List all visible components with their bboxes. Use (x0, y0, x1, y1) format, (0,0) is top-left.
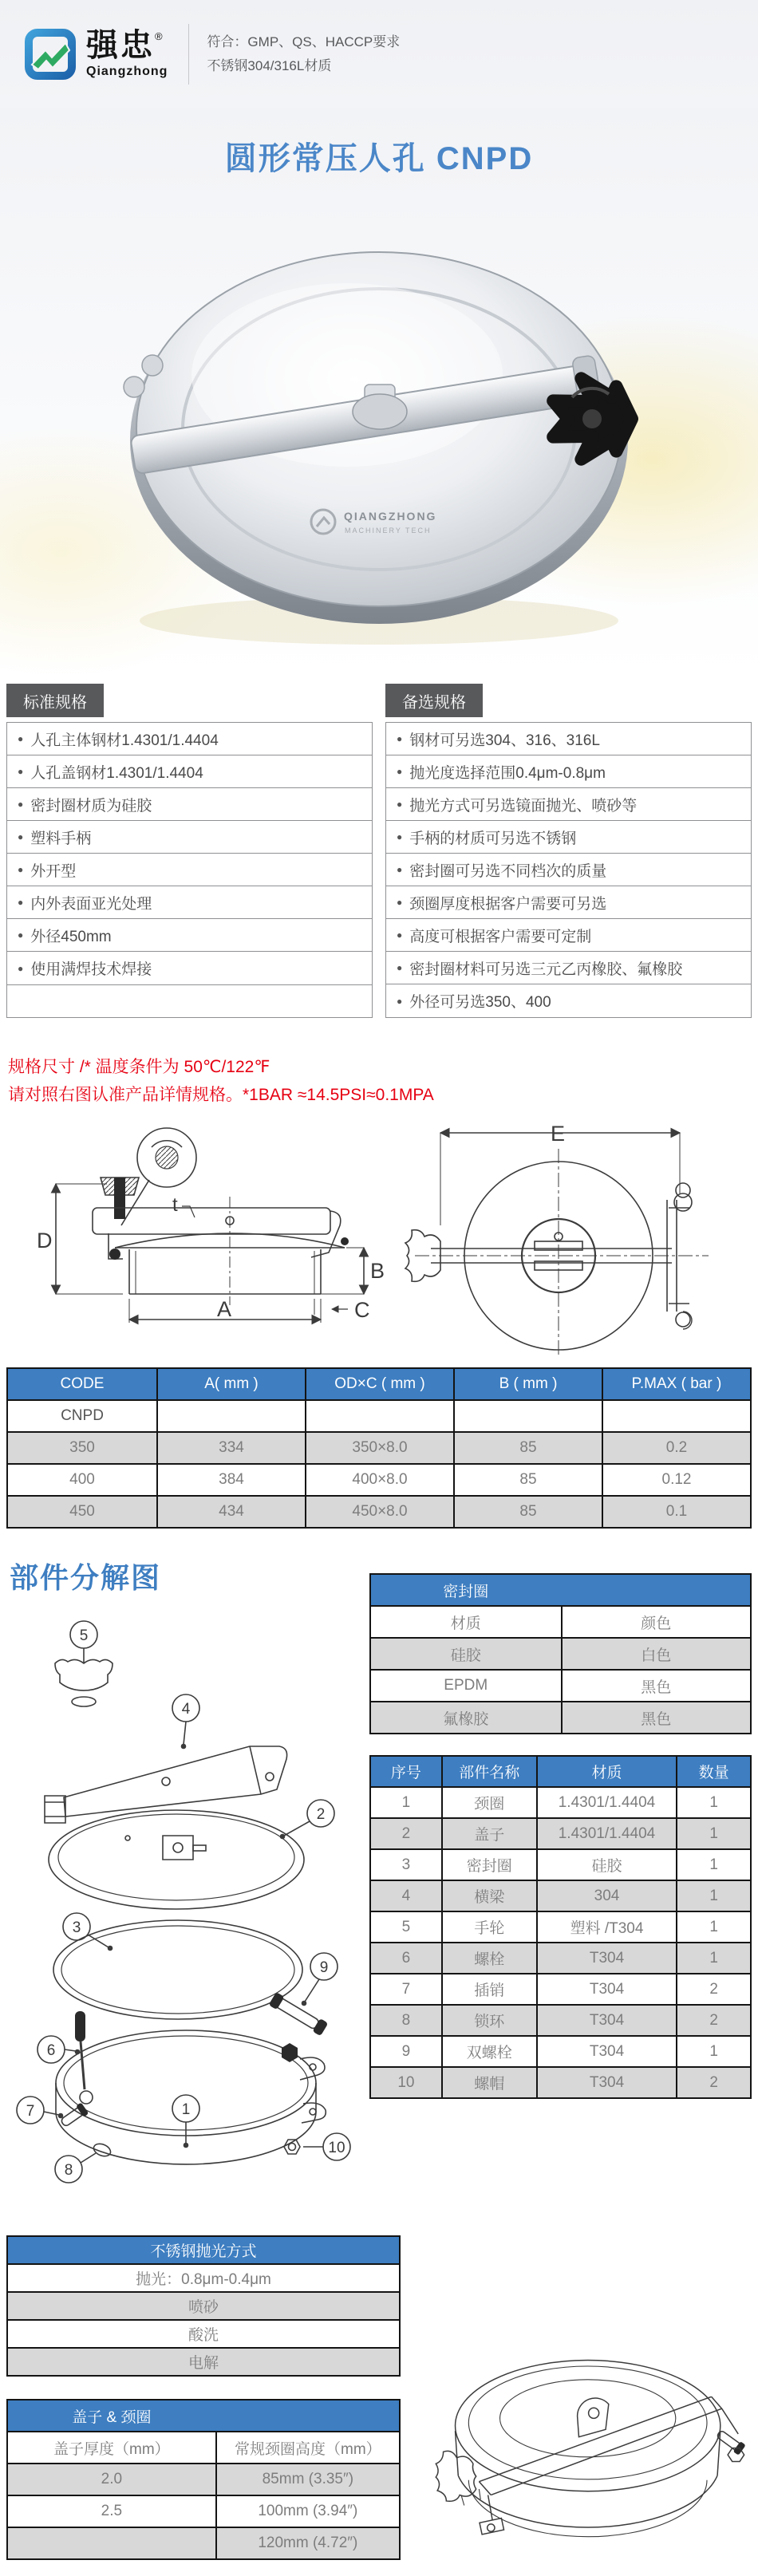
registered-mark-icon: ® (155, 30, 163, 42)
spec-item-text: 塑料手柄 (30, 830, 92, 847)
exploded-title: 部件分解图 (10, 1561, 162, 1594)
table-cell (305, 1401, 453, 1431)
brand-logo (24, 28, 168, 81)
bullet-icon: ● (397, 864, 403, 875)
table-cell (156, 1401, 305, 1431)
table-cell: 1 (676, 1943, 750, 1973)
seal-table-title: 密封圈 (443, 1583, 489, 1600)
dim-label-e: E (551, 1122, 566, 1146)
table-cell: 85mm (3.35″) (215, 2464, 399, 2495)
spec-item-text: 密封圈可另选不同档次的质量 (409, 862, 607, 880)
spec-item-text: 颈圈厚度根据客户需要可另选 (409, 895, 607, 913)
table-cell: 85 (453, 1433, 602, 1463)
table-cell: 1 (401, 1793, 411, 1811)
cover-neck-table (6, 2399, 401, 2560)
table-cell (453, 1401, 602, 1431)
table-cell: 1.4301/1.4404 (536, 1788, 677, 1817)
bullet-icon: ● (18, 733, 24, 744)
parts-table-row (371, 1880, 750, 1911)
table-cell: 1 (676, 1881, 750, 1911)
col-header-code: CODE (60, 1375, 105, 1392)
standard-specs (6, 684, 373, 1018)
spec-item (386, 952, 751, 984)
table-cell: 颈圈 (441, 1788, 536, 1817)
balloon-5: 5 (79, 1627, 89, 1644)
parts-table-row (371, 2035, 750, 2066)
balloon-7: 7 (26, 2103, 35, 2120)
spec-item (7, 854, 372, 886)
table-cell (602, 1401, 750, 1431)
product-photo (84, 183, 674, 662)
technical-drawings (0, 1109, 758, 1361)
bullet-icon: ● (18, 864, 24, 875)
polish-table-row (8, 2263, 399, 2291)
spec-item-text: 外径可另选350、400 (409, 994, 551, 1011)
table-cell: T304 (536, 2068, 677, 2097)
bullet-icon: ● (18, 766, 24, 777)
table-cell: 304 (536, 1881, 677, 1911)
bullet-icon: ● (397, 766, 403, 777)
table-cell: 400×8.0 (305, 1465, 453, 1495)
note-line2: 请对照右图认准产品详情规格。*1BAR ≈14.5PSI≈0.1MPA (8, 1086, 434, 1104)
cover-table-title-row (8, 2400, 399, 2431)
spec-item-text: 外开型 (30, 862, 77, 880)
spec-item-empty (7, 984, 372, 1017)
table-cell: 插销 (441, 1974, 536, 2004)
size-table-row (8, 1399, 750, 1431)
header-divider (188, 24, 189, 85)
isometric-drawing (417, 2329, 752, 2560)
table-cell: 白色 (561, 1639, 751, 1669)
table-cell: 横梁 (441, 1881, 536, 1911)
dim-label-c: C (354, 1298, 370, 1322)
col-header-material: 材质 (450, 1615, 481, 1632)
dim-label-t: t (172, 1194, 178, 1216)
front-view-drawing (402, 1114, 721, 1361)
bullet-icon: ● (18, 799, 24, 810)
parts-table-row (371, 1973, 750, 2004)
page-header (0, 0, 758, 108)
table-cell: T304 (536, 1943, 677, 1973)
col-header-odc: OD×C ( mm ) (305, 1369, 453, 1399)
table-cell: 2.5 (101, 2503, 123, 2519)
bullet-icon: ● (397, 733, 403, 744)
spec-item (7, 952, 372, 984)
table-cell: 手轮 (441, 1912, 536, 1942)
table-cell: 1 (676, 1788, 750, 1817)
col-header-neck-height: 常规颈圈高度（mm） (215, 2432, 399, 2463)
table-cell: 双螺栓 (441, 2037, 536, 2066)
polish-table (6, 2235, 401, 2377)
size-notes (0, 1018, 758, 1109)
watermark-line1: QIANGZHONG (344, 510, 437, 523)
table-cell: 黑色 (561, 1671, 751, 1701)
spec-item-text: 外径450mm (30, 928, 112, 945)
clamp-pin (124, 377, 144, 397)
bullet-icon: ● (397, 929, 403, 941)
bullet-icon: ● (18, 897, 24, 908)
table-cell: 384 (156, 1465, 305, 1495)
clamp-pin (142, 355, 163, 376)
standard-specs-badge: 标准规格 (6, 684, 104, 717)
table-cell: 400 (69, 1471, 95, 1488)
table-cell: 氟橡胶 (443, 1710, 489, 1728)
table-cell: 450 (69, 1503, 95, 1520)
spec-item-text: 抛光度选择范围0.4μm-0.8μm (409, 764, 606, 782)
cover-table-row (8, 2495, 399, 2527)
table-cell: 5 (401, 1918, 411, 1935)
table-cell: EPDM (444, 1677, 488, 1694)
seal-table-row (371, 1637, 750, 1669)
polish-table-row (8, 2319, 399, 2347)
table-cell: 塑料 /T304 (536, 1912, 677, 1942)
side-view-drawing (3, 1114, 402, 1335)
spec-item-text: 使用满焊技术焊接 (30, 961, 152, 978)
spec-item-text: 密封圈材料可另选三元乙丙橡胶、氟橡胶 (409, 961, 683, 978)
spec-item (386, 821, 751, 854)
spec-item-text: 内外表面亚光处理 (30, 895, 152, 913)
size-table-row (8, 1463, 750, 1495)
parts-table-row (371, 2004, 750, 2035)
size-table-row (8, 1495, 750, 1527)
table-cell: 电解 (188, 2355, 219, 2372)
tagline-compliance: 符合：GMP、QS、HACCP要求 (207, 34, 401, 49)
table-cell: 2 (676, 2006, 750, 2035)
spec-item-text: 人孔主体钢材1.4301/1.4404 (30, 732, 219, 749)
table-cell: 85 (453, 1465, 602, 1495)
table-cell: 100mm (3.94″) (215, 2496, 399, 2527)
table-cell: 2 (676, 1974, 750, 2004)
table-cell: 1.4301/1.4404 (536, 1819, 677, 1848)
watermark-line2: MACHINERY TECH (345, 527, 432, 535)
table-cell: 0.1 (602, 1497, 750, 1527)
col-header-a: A( mm ) (156, 1369, 305, 1399)
exploded-diagram (6, 1596, 361, 2187)
balloon-8: 8 (64, 2162, 73, 2179)
spec-item (7, 755, 372, 788)
table-cell: 3 (401, 1856, 411, 1873)
bullet-icon: ● (18, 929, 24, 941)
spec-section (0, 676, 758, 1018)
spec-item (386, 984, 751, 1017)
table-cell: 9 (401, 2042, 411, 2060)
polish-table-title-row (8, 2237, 399, 2263)
table-cell: 密封圈 (441, 1850, 536, 1880)
spec-item-text: 人孔盖钢材1.4301/1.4404 (30, 764, 203, 782)
exploded-section (0, 1529, 758, 2191)
bullet-icon: ● (397, 995, 403, 1007)
spec-item (7, 788, 372, 821)
optional-specs (385, 684, 752, 1018)
table-cell: T304 (536, 2037, 677, 2066)
logo-en-text: Qiangzhong (86, 65, 168, 78)
col-header-pmax: P.MAX ( bar ) (602, 1369, 750, 1399)
bullet-icon: ● (397, 831, 403, 842)
table-cell: 锁环 (441, 2006, 536, 2035)
col-header-part: 部件名称 (441, 1757, 536, 1786)
tagline-material: 不锈钢304/316L材质 (207, 57, 332, 73)
table-cell: 450×8.0 (305, 1497, 453, 1527)
logo-icon (24, 28, 77, 81)
table-cell: T304 (536, 2006, 677, 2035)
spec-item (386, 723, 751, 755)
table-cell: 1 (676, 1850, 750, 1880)
spec-item (7, 723, 372, 755)
table-cell: 2.0 (101, 2471, 123, 2487)
table-cell: 盖子 (441, 1819, 536, 1848)
table-cell: 120mm (4.72″) (215, 2528, 399, 2558)
spec-item-text: 密封圈材质为硅胶 (30, 797, 152, 815)
page-title: 圆形常压人孔 CNPD (224, 141, 534, 176)
table-cell: 酸洗 (188, 2327, 219, 2344)
table-cell: 黑色 (561, 1702, 751, 1733)
table-cell: 螺帽 (441, 2068, 536, 2097)
dim-label-d: D (37, 1229, 53, 1252)
table-cell: 7 (401, 1980, 411, 1998)
spec-item-text: 手柄的材质可另选不锈钢 (409, 830, 577, 847)
parts-table-row (371, 1817, 750, 1848)
parts-table-row (371, 1911, 750, 1942)
spec-item (386, 854, 751, 886)
table-cell: 4 (401, 1887, 411, 1904)
table-cell (8, 2528, 215, 2558)
col-header-b: B ( mm ) (453, 1369, 602, 1399)
size-table-row (8, 1431, 750, 1463)
table-cell: 334 (156, 1433, 305, 1463)
balloon-9: 9 (319, 1959, 329, 1976)
table-cell: 喷砂 (188, 2299, 219, 2316)
spec-item (7, 821, 372, 854)
table-cell: 1 (676, 2037, 750, 2066)
parts-table (369, 1755, 752, 2099)
balloon-3: 3 (72, 1919, 81, 1936)
bullet-icon: ● (397, 962, 403, 973)
table-cell: 434 (156, 1497, 305, 1527)
dim-label-b: B (370, 1259, 385, 1283)
balloon-2: 2 (316, 1806, 326, 1823)
spec-item-text: 抛光方式可另选镜面抛光、喷砂等 (409, 797, 638, 815)
table-cell: 350×8.0 (305, 1433, 453, 1463)
col-header-color: 颜色 (561, 1607, 751, 1637)
spec-item (386, 886, 751, 919)
table-cell: 0.2 (602, 1433, 750, 1463)
table-cell: 350 (69, 1439, 95, 1456)
table-cell: 85 (453, 1497, 602, 1527)
cover-table-subheader (8, 2431, 399, 2463)
balloon-10: 10 (328, 2140, 345, 2156)
parts-table-row (371, 1786, 750, 1817)
seal-table-row (371, 1701, 750, 1733)
dim-label-a: A (217, 1297, 232, 1321)
balloon-4: 4 (181, 1701, 191, 1718)
cover-table-row (8, 2527, 399, 2558)
col-header-material: 材质 (536, 1757, 677, 1786)
bullet-icon: ● (18, 962, 24, 974)
polish-table-row (8, 2347, 399, 2375)
spec-item (386, 919, 751, 952)
balloon-6: 6 (46, 2042, 56, 2059)
spec-item (7, 886, 372, 919)
parts-table-header (371, 1757, 750, 1786)
table-cell: 0.12 (602, 1465, 750, 1495)
table-cell: 10 (397, 2073, 415, 2091)
spec-item-text: 高度可根据客户需要可定制 (409, 928, 592, 945)
table-cell: CNPD (61, 1407, 104, 1424)
size-table-header (8, 1369, 750, 1399)
spec-item (386, 788, 751, 821)
seal-table-title-row (371, 1575, 750, 1605)
seal-table-subheader (371, 1605, 750, 1637)
col-header-thickness: 盖子厚度（mm） (53, 2440, 170, 2458)
table-cell: 1 (676, 1912, 750, 1942)
table-cell: 2 (401, 1825, 411, 1842)
bullet-icon: ● (397, 799, 403, 810)
spec-item-text: 钢材可另选304、316、316L (409, 732, 600, 749)
polish-table-row (8, 2291, 399, 2319)
col-header-no: 序号 (390, 1765, 421, 1781)
seal-table (369, 1573, 752, 1734)
bottom-section (0, 2191, 758, 2576)
bullet-icon: ● (397, 897, 403, 908)
hero-section (0, 108, 758, 676)
cover-table-title: 盖子 & 颈圈 (72, 2408, 152, 2426)
table-cell: 抛光：0.8μm-0.4μm (136, 2271, 271, 2288)
note-line1: 规格尺寸 /* 温度条件为 50℃/122℉ (8, 1058, 270, 1076)
bullet-icon: ● (18, 831, 24, 842)
table-cell: 螺栓 (441, 1943, 536, 1973)
polish-table-title: 不锈钢抛光方式 (150, 2243, 257, 2260)
table-cell: 8 (401, 2011, 411, 2029)
parts-table-row (371, 1848, 750, 1880)
cover-table-row (8, 2463, 399, 2495)
table-cell: 硅胶 (536, 1850, 677, 1880)
col-header-qty: 数量 (676, 1757, 750, 1786)
table-cell: 6 (401, 1949, 411, 1967)
table-cell: 1 (676, 1819, 750, 1848)
table-cell: T304 (536, 1974, 677, 2004)
parts-table-row (371, 1942, 750, 1973)
parts-table-row (371, 2066, 750, 2097)
optional-specs-badge: 备选规格 (385, 684, 483, 717)
table-cell: 硅胶 (450, 1647, 481, 1664)
logo-cn-text: 强忠 (86, 28, 155, 63)
seal-table-row (371, 1669, 750, 1701)
size-table (6, 1367, 752, 1529)
spec-item (386, 755, 751, 788)
spec-item (7, 919, 372, 952)
table-cell: 2 (676, 2068, 750, 2097)
balloon-1: 1 (181, 2101, 191, 2118)
